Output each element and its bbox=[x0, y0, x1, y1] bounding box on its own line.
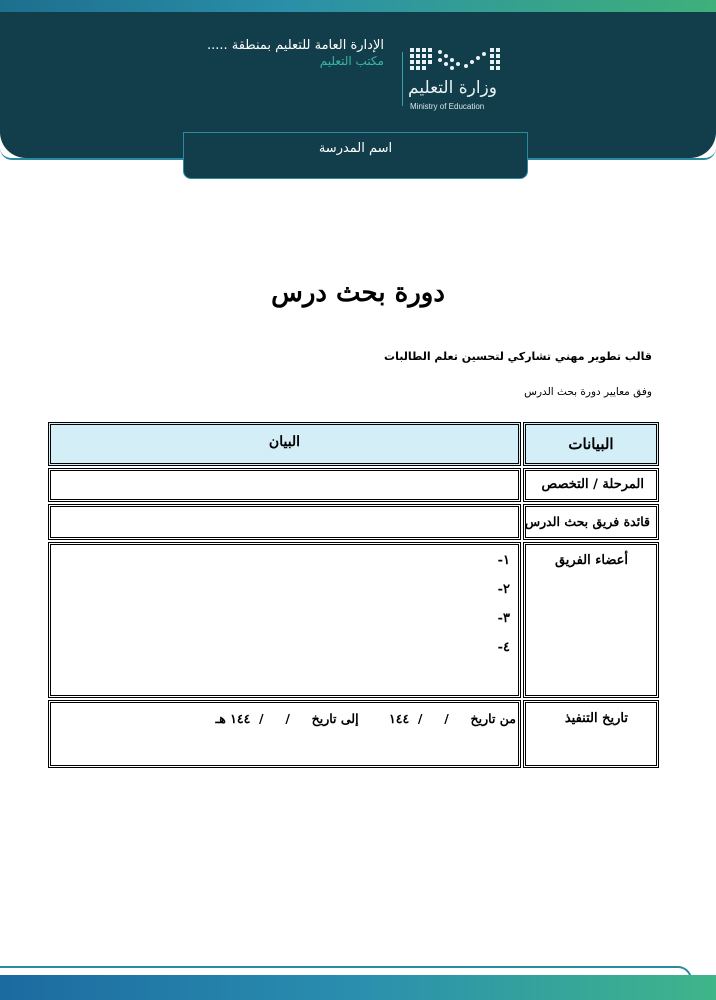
date-label-cell bbox=[523, 700, 659, 768]
footer-gradient-band bbox=[0, 975, 716, 1000]
header-data-label: البيانات bbox=[568, 435, 614, 453]
logo-divider bbox=[402, 52, 403, 106]
administration-line: الإدارة العامة للتعليم بمنطقة ..... bbox=[206, 38, 384, 53]
date-label: تاريخ التنفيذ bbox=[564, 711, 628, 726]
header-data-cell bbox=[523, 422, 659, 466]
member-item: ٢- bbox=[497, 582, 510, 597]
stage-label-cell bbox=[523, 468, 659, 502]
logo-arabic-text: وزارة التعليم bbox=[408, 78, 497, 98]
members-value-field[interactable] bbox=[48, 542, 521, 698]
top-gradient-stripe bbox=[0, 0, 716, 12]
leader-label-cell bbox=[523, 504, 659, 540]
date-range-text: من تاريخ / / ١٤٤ إلى تاريخ / / ١٤٤ هـ bbox=[215, 711, 516, 726]
school-name-box bbox=[183, 132, 528, 179]
logo-english-text: Ministry of Education bbox=[410, 102, 485, 111]
template-subtitle: قالب تطوير مهني تشاركي لتحسين تعلم الطالبات bbox=[384, 350, 652, 363]
leader-value-field[interactable] bbox=[48, 504, 521, 540]
leader-label: قائدة فريق بحث الدرس bbox=[524, 514, 650, 529]
date-value-field[interactable] bbox=[48, 700, 521, 768]
stage-value-field[interactable] bbox=[48, 468, 521, 502]
header-statement-cell bbox=[48, 422, 521, 466]
page-title: دورة بحث درس bbox=[271, 278, 445, 308]
members-label: أعضاء الفريق bbox=[554, 553, 628, 568]
members-label-cell bbox=[523, 542, 659, 698]
ministry-logo bbox=[408, 40, 508, 120]
member-item: ٤- bbox=[497, 640, 510, 655]
criteria-line: وفق معايير دورة بحث الدرس bbox=[524, 386, 652, 398]
stage-label: المرحلة / التخصص bbox=[541, 477, 644, 492]
header-statement-label: البيان bbox=[268, 434, 301, 450]
education-office-line: مكتب التعليم bbox=[319, 54, 384, 68]
member-item: ١- bbox=[497, 553, 510, 568]
member-item: ٣- bbox=[497, 611, 510, 626]
logo-dots-icon bbox=[408, 46, 504, 76]
school-name-label: اسم المدرسة bbox=[318, 141, 393, 156]
